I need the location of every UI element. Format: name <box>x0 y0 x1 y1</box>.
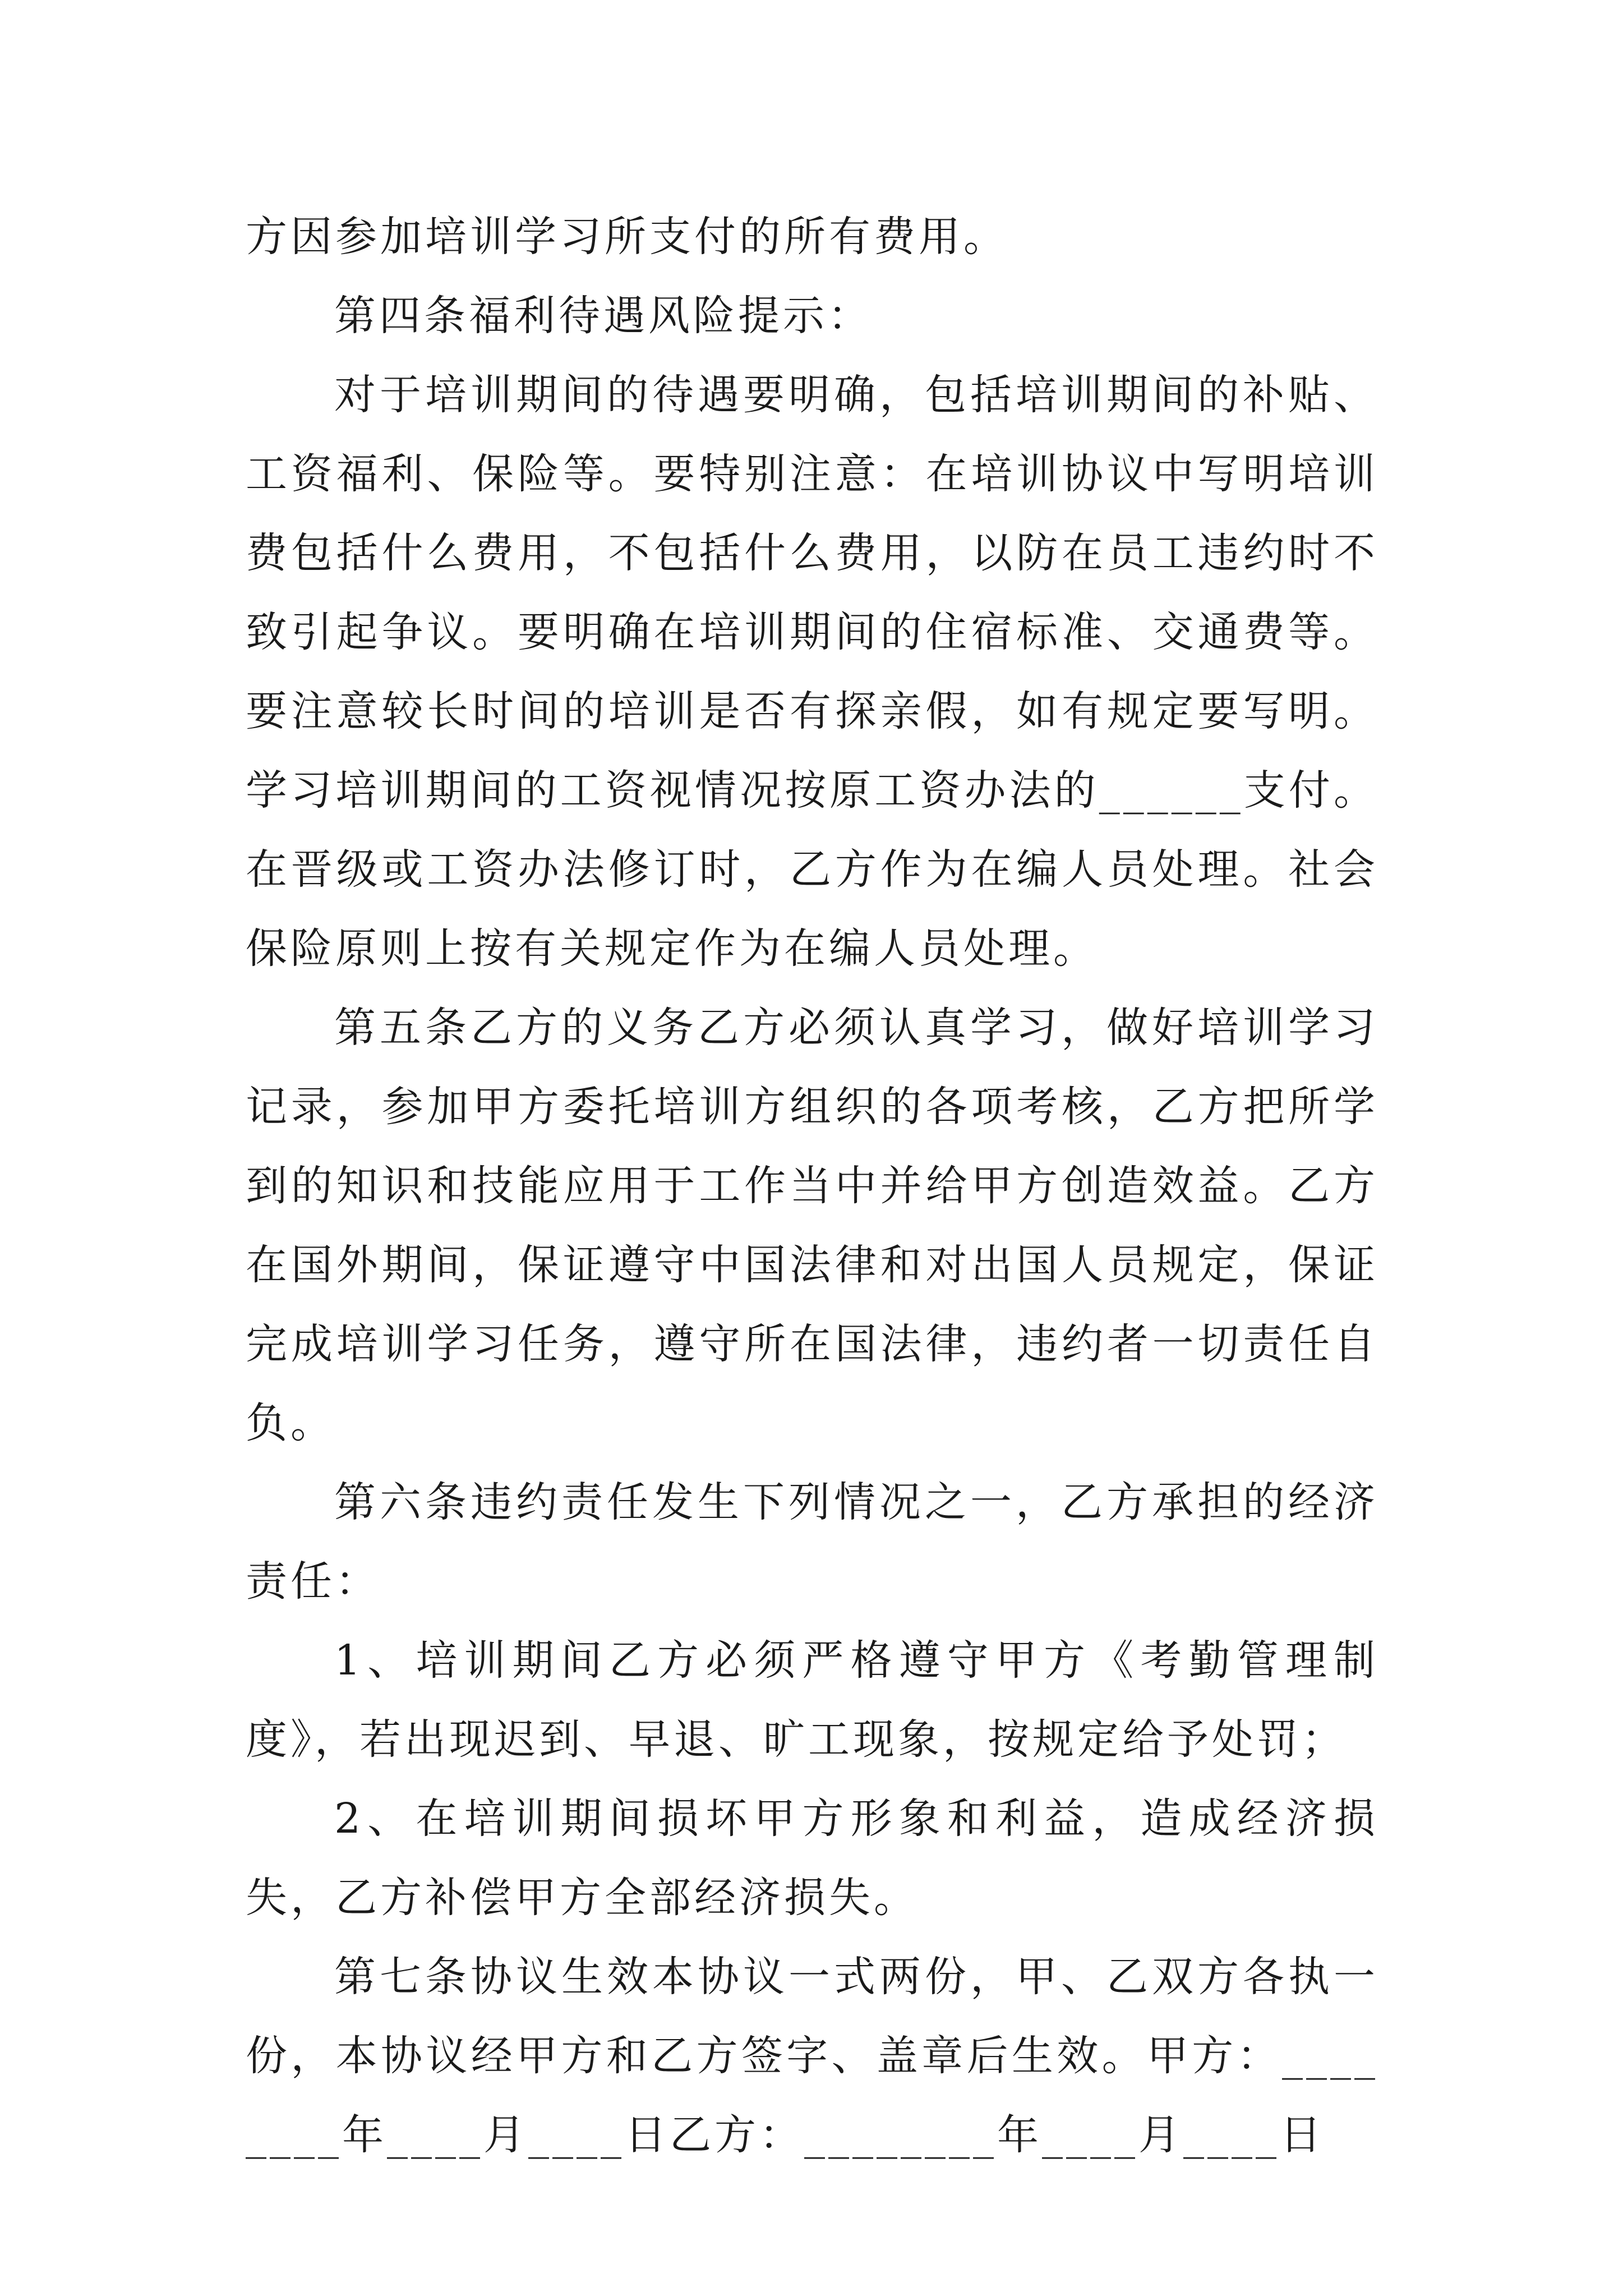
paragraph-article-6: 第六条违约责任发生下列情况之一，乙方承担的经济责任： <box>246 1478 1378 1605</box>
document-body <box>246 197 1378 2175</box>
paragraph-article-6-item-2: 2、在培训期间损坏甲方形象和利益，造成经济损失，乙方补偿甲方全部经济损失。 <box>246 1795 1378 1922</box>
paragraph-continuation: 方因参加培训学习所支付的所有费用。 <box>246 213 1008 261</box>
paragraph-article-5: 第五条乙方的义务乙方必须认真学习，做好培训学习记录，参加甲方委托培训方组织的各项考核，乙方把所学到的知识和技能应用于工作当中并给甲方创造效益。乙方在国外期间，保证遵守中国法律和对出国人员规定，保证完成培训学习任务，遵守所在国法律，违约者一切责任自负。 <box>246 1004 1378 1447</box>
paragraph-article-4-heading: 第四条福利待遇风险提示： <box>334 292 873 340</box>
paragraph-article-6-item-1: 1、培训期间乙方必须严格遵守甲方《考勤管理制度》，若出现迟到、早退、旷工现象，按规定给予处罚； <box>246 1636 1378 1764</box>
paragraph-article-7: 第七条协议生效本协议一式两份，甲、乙双方各执一份，本协议经甲方和乙方签字、盖章后生效。甲方：________年____月____日乙方：________年____月____日 <box>246 1953 1378 2159</box>
paragraph-article-4-body: 对于培训期间的待遇要明确，包括培训期间的补贴、工资福利、保险等。要特别注意：在培训协议中写明培训费包括什么费用，不包括什么费用，以防在员工违约时不致引起争议。要明确在培训期间的住宿标准、交通费等。要注意较长时间的培训是否有探亲假，如有规定要写明。学习培训期间的工资视情况按原工资办法的______支付。在晋级或工资办法修订时，乙方作为在编人员处理。社会保险原则上按有关规定作为在编人员处理。 <box>246 371 1378 973</box>
